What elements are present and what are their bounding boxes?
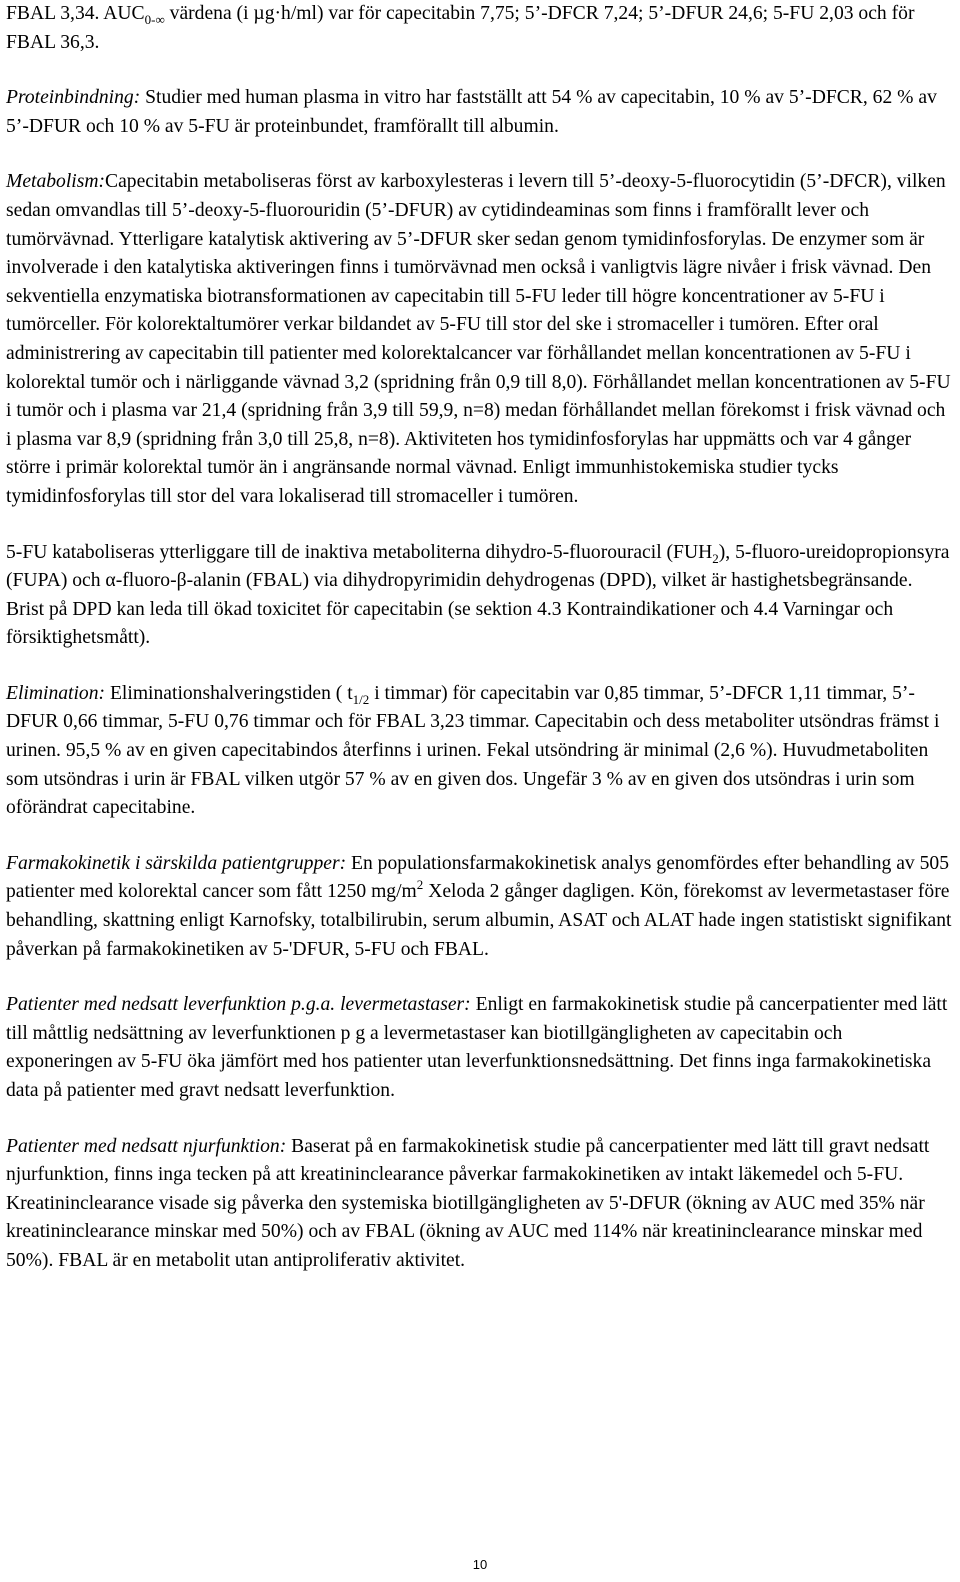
subscript: 2: [712, 550, 719, 566]
subscript: 0-∞: [144, 12, 165, 27]
paragraph-hepatic-impairment: [6, 991, 952, 1105]
paragraph-renal-impairment: [6, 1133, 952, 1276]
text: Eliminationshalveringstiden ( t: [105, 682, 353, 704]
text: 5-FU kataboliseras ytterliggare till de inaktiva metaboliterna dihydro-5-fluorouracil (FUH: [6, 541, 713, 563]
text: Enligt en farmakokinetisk studie på cancerpatienter med lätt till måttlig nedsättning av leverfunktionen p g a levermetastaser kan biotillgängligheten av capecitabin och exponeringen av 5-FU öka jämfört med hos patienter utan leverfunktionsnedsättning. Det finns inga farmakokinetiska data på patienter med gravt nedsatt leverfunktion.: [6, 994, 948, 1101]
paragraph-catabolism: [6, 539, 952, 653]
text: värdena (i µg·h/ml) var för capecitabin 7,75; 5’-DFCR 7,24; 5’-DFUR 24,6; 5-FU 2,03 och för FBAL 36,3.: [6, 3, 915, 53]
text: ), 5-fluoro-ureidopropionsyra (FUPA) och α-fluoro-β-alanin (FBAL) via dihydropyrimidin dehydrogenas (DPD), vilket är hastighetsbegränsande. Brist på DPD kan leda till ökad toxicitet för capecitabin (se sektion 4.3 Kontraindikationer och 4.4 Varningar och försiktighetsmått).: [6, 541, 950, 649]
paragraph-metabolism: [6, 168, 952, 511]
section-heading: Metabolism:: [6, 171, 106, 193]
text: Studier med human plasma in vitro har fastställt att 54 % av capecitabin, 10 % av 5’-DFCR, 62 % av 5’-DFUR och 10 % av 5-FU är proteinbundet, framförallt till albumin.: [6, 87, 937, 137]
section-heading: Proteinbindning:: [6, 87, 141, 109]
section-heading: Patienter med nedsatt leverfunktion p.g.a. levermetastaser:: [6, 994, 471, 1016]
paragraph-auc-values: [6, 0, 952, 57]
paragraph-protein-binding: [6, 84, 952, 141]
section-heading: Farmakokinetik i särskilda patientgrupper:: [6, 852, 347, 874]
text: Baserat på en farmakokinetisk studie på cancerpatienter med lätt till gravt nedsatt njurfunktion, finns inga tecken på att kreatininclearance påverkar farmakokinetiken av intakt läkemedel och 5-FU. Kreatininclearance visade sig påverka den systemiska biotillgängligheten av 5'-DFUR (ökning av AUC med 35% när kreatininclearance minskar med 50%) och av FBAL (ökning av AUC med 114% när kreatininclearance minskar med 50%). FBAL är en metabolit utan antiproliferativ aktivitet.: [6, 1135, 930, 1271]
text: Xeloda 2 gånger dagligen. Kön, förekomst av levermetastaser före behandling, skattning enligt Karnofsky, totalbilirubin, serum albumin, ASAT och ALAT hade ingen statistiskt signifikant påverkan på farmakokinetiken av 5-'DFUR, 5-FU och FBAL.: [6, 881, 952, 960]
page-number: 10: [472, 1557, 488, 1572]
paragraph-special-populations: [6, 850, 952, 964]
superscript: 2: [416, 877, 424, 893]
section-heading: Patienter med nedsatt njurfunktion:: [6, 1135, 287, 1157]
text: FBAL 3,34. AUC: [6, 3, 145, 24]
subscript: 1/2: [352, 691, 370, 707]
document-page: [6, 0, 952, 1276]
text: i timmar) för capecitabin var 0,85 timmar, 5’-DFCR 1,11 timmar, 5’-DFUR 0,66 timmar, 5-FU 0,76 timmar och för FBAL 3,23 timmar. Capecitabin och dess metaboliter utsöndras främst i urinen. 95,5 % av en given capecitabindos återfinns i urinen. Fekal utsöndring är minimal (2,6 %). Huvudmetaboliten som utsöndras i urin är FBAL vilken utgör 57 % av en given dos. Ungefär 3 % av en given dos utsöndras i urin som oförändrat capecitabine.: [6, 682, 940, 819]
section-heading: Elimination:: [6, 682, 106, 704]
paragraph-elimination: [6, 680, 952, 823]
text: En populationsfarmakokinetisk analys genomfördes efter behandling av 505 patienter med kolorektal cancer som fått 1250 mg/m: [6, 852, 950, 903]
text: Capecitabin metaboliseras först av karboxylesteras i levern till 5’-deoxy-5-fluorocytidin (5’-DFCR), vilken sedan omvandlas till 5’-deoxy-5-fluorouridin (5’-DFUR) av cytidindeaminas som finns i framförallt lever och tumörvävnad. Ytterligare katalytisk aktivering av 5’-DFUR sker sedan genom tymidinfosforylas. De enzymer som är involverade i den katalytiska aktiveringen finns i tumörvävnad men också i vanligtvis lägre nivåer i frisk vävnad. Den sekventiella enzymatiska biotransformationen av capecitabin till 5-FU leder till högre koncentrationer av 5-FU i tumörceller. För kolorektaltumörer verkar bildandet av 5-FU till stor del ske i stromaceller i tumören. Efter oral administrering av capecitabin till patienter med kolorektalcancer var förhållandet mellan koncentrationen av 5-FU i kolorektal tumör och i närliggande vävnad 3,2 (spridning från 0,9 till 8,0). Förhållandet mellan koncentrationen av 5-FU i tumör och i plasma var 21,4 (spridning från 3,9 till 59,9, n=8) medan förhållandet mellan förekomst i frisk vävnad och i plasma var 8,9 (spridning från 3,0 till 25,8, n=8). Aktiviteten hos tymidinfosforylas har uppmätts och var 4 gånger större i primär kolorektal tumör än i angränsande normal vävnad. Enligt immunhistokemiska studier tycks tymidinfosforylas till stor del vara lokaliserad till stromaceller i tumören.: [6, 171, 951, 507]
